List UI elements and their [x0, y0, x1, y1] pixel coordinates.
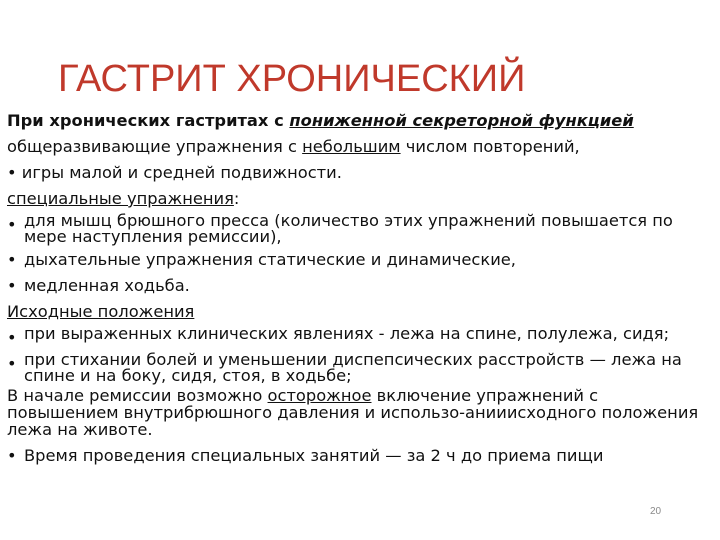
general-before: общеразвивающие упражнения с: [7, 137, 303, 156]
remission-underlined: осторожное: [267, 386, 372, 405]
special-header-suffix: :: [233, 189, 240, 208]
special-item: [7, 248, 713, 271]
position-item: [7, 352, 713, 384]
timing-item-text: Время проведения специальных занятий — за 2 ч до приема пищи: [24, 446, 604, 465]
intro-emphasis: пониженной секреторной функцией: [289, 111, 634, 130]
bullet-marker: •: [7, 250, 17, 269]
intro-paragraph: [7, 109, 713, 132]
remission-before: В начале ремиссии возможно: [7, 386, 268, 405]
special-item-text: дыхательные упражнения статические и динамические,: [24, 250, 516, 269]
games-line: • игры малой и средней подвижности.: [7, 163, 342, 182]
general-after: числом повторений,: [400, 137, 580, 156]
slide-body: [7, 109, 713, 470]
bullet-marker: •: [7, 276, 17, 295]
special-item-text: медленная ходьба.: [24, 276, 190, 295]
general-exercises-line: [7, 135, 713, 158]
page-number: 20: [650, 506, 662, 517]
general-underlined: небольшим: [302, 137, 401, 156]
starting-positions-header: Исходные положения: [7, 302, 195, 321]
intro-lead: При хронических гастритах с: [7, 111, 290, 130]
special-item-text: для мышц брюшного пресса (количество этих упражнений повышается по мере наступления ремиссии),: [24, 211, 673, 246]
position-item-text: при выраженных клинических явлениях - лежа на спине, полулежа, сидя;: [24, 324, 670, 343]
slide-title: ГАСТРИТ ХРОНИЧЕСКИЙ: [58, 58, 526, 100]
timing-item: [7, 444, 713, 467]
bullet-marker: •: [7, 215, 17, 234]
position-item: [7, 326, 713, 349]
remission-after: включение упражнений с повышением внутрибрюшного давления и использо-анииисходного положения лежа на животе.: [7, 386, 699, 439]
bullet-marker: •: [7, 354, 17, 373]
special-item: [7, 274, 713, 297]
remission-paragraph: [7, 387, 713, 438]
bullet-marker: •: [7, 328, 17, 347]
special-exercises-header: [7, 187, 713, 210]
position-item-text: при стихании болей и уменьшении диспепсических расстройств — лежа на спине и на боку, сидя, стоя, в ходьбе;: [24, 350, 682, 385]
special-header-label: специальные упражнения: [7, 189, 234, 208]
special-item: [7, 213, 713, 245]
bullet-marker: •: [7, 446, 17, 465]
